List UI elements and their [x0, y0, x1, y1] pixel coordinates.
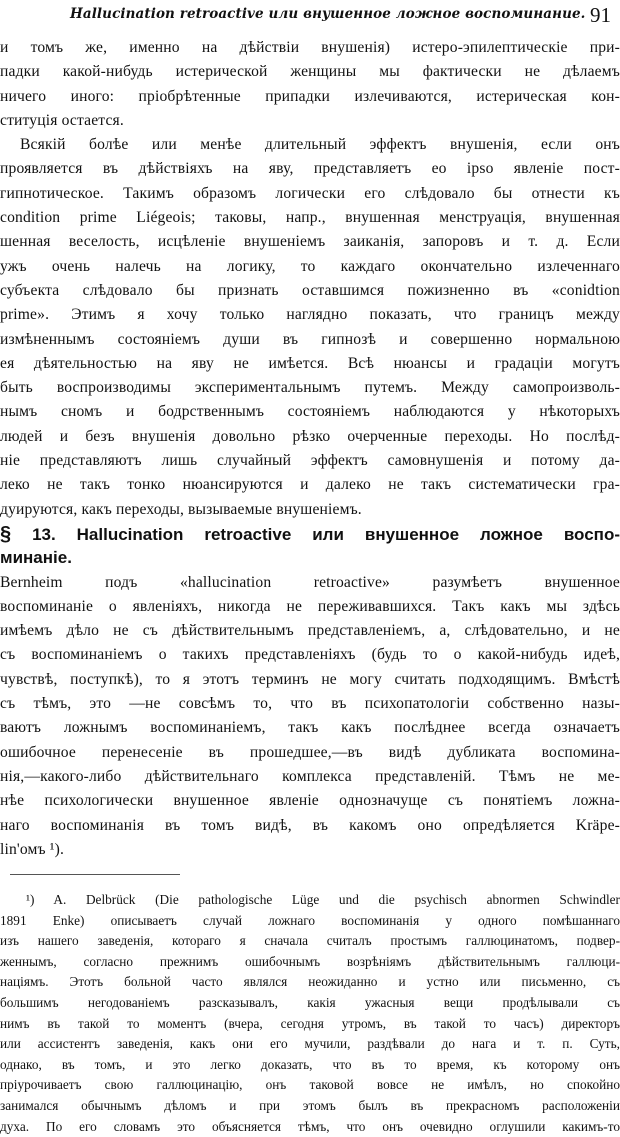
- footnote-line: однако, въ томъ, и это легко доказать, что въ то время, къ которому онъ: [0, 1056, 620, 1072]
- section-text-line: нѣе психологически внушенное явленіе однозначуще съ понятіемъ ложна-: [0, 792, 620, 810]
- section-text-line: нія,—какого-либо дѣйствительнаго комплекса представленій. Тѣмъ не ме-: [0, 767, 620, 785]
- footnote-line: 1891 Enke) описываетъ случай ложнаго воспоминанія у одного помѣшаннаго: [0, 912, 620, 928]
- section-heading-line-2: минаніе.: [0, 548, 72, 568]
- body-text-line: дуируются, какъ переходы, вызываемые внушеніемъ.: [0, 500, 362, 518]
- body-text-line: prime». Этимъ я хочу только наглядно показать, что границъ между: [0, 306, 620, 324]
- section-text-line: ошибочное перенесеніе въ прошедшее,—въ видѣ дубликата воспомина-: [0, 743, 620, 761]
- section-text-line: чувствѣ, поступкѣ), то я этотъ терминъ не могу считать подходящимъ. Вмѣстѣ: [0, 670, 620, 688]
- body-text-line: леко не такъ тонко нюансируются и далеко не такъ систематически гра-: [0, 476, 620, 494]
- footnote-line: изъ нашего заведенія, котораго я сначала считалъ простымъ галлюцинатомъ, подвер-: [0, 933, 620, 949]
- footnote-line: пріурочиваетъ свою галлюцинацію, онъ таковой вовсе не имѣлъ, но спокойно: [0, 1077, 620, 1093]
- footnote-rule: [10, 874, 180, 875]
- section-text-line: наго воспоминанія въ томъ видѣ, въ какомъ оно опредѣляется Kräpe-: [0, 816, 620, 834]
- section-text-line: lin'омъ ¹).: [0, 840, 65, 858]
- body-text-line: гипнотическое. Такимъ образомъ логически его слѣдовало бы отнести къ: [0, 184, 620, 202]
- section-heading-line-1: 13. Hallucination retroactive или внушенное ложное воспо-: [32, 524, 620, 544]
- section-heading: [0, 522, 620, 546]
- footnote-line: нимъ въ такой то моментъ (вчера, сегодня утромъ, въ такой то часъ) директоръ: [0, 1015, 620, 1031]
- footnote-line: націямъ. Этотъ больной часто являлся неожиданно и устно или письменно, съ: [0, 974, 620, 990]
- body-text: [0, 36, 620, 522]
- section-sign: §: [0, 522, 12, 545]
- body-text-line: субъекта слѣдовало бы признать оставшимся пожизненно въ «conidtion: [0, 281, 620, 299]
- body-text-line: ничего иного: пріобрѣтенные припадки излечиваются, истерическая кон-: [0, 87, 620, 105]
- body-text-line: быть воспроизводимы экспериментальнымъ путемъ. Между самопроизволь-: [0, 379, 620, 397]
- footnote-separator: [0, 862, 620, 890]
- body-text-line: ституція остается.: [0, 111, 124, 129]
- body-text-line: шенная веселость, исцѣленіе внушеніемъ заиканія, запоровъ и т. д. Если: [0, 233, 620, 251]
- body-text-line: проявляется въ дѣйствіяхъ на яву, представляетъ eo ipso явленіе пост-: [0, 160, 620, 178]
- body-text-line: condition prime Liégeois; таковы, напр., внушенная менструація, внушенная: [0, 209, 620, 227]
- running-head: [0, 4, 620, 30]
- section-text-line: воспоминаніе о явленіяхъ, никогда не переживавшихся. Такъ какъ мы здѣсь: [0, 597, 620, 615]
- section-text-line: съ тѣмъ, это —не совсѣмъ то, что въ психопатологіи собственно назы-: [0, 695, 620, 713]
- section-text-line: Bernheim подъ «hallucination retroactive» разумѣетъ внушенное: [0, 573, 620, 591]
- footnote-line: ¹) A. Delbrück (Die pathologische Lüge und die psychisch abnormen Schwindler: [26, 892, 620, 908]
- body-text-line: людей и безъ внушенія довольно рѣзко очерченные переходы. Но послѣд-: [0, 427, 620, 445]
- body-text-line: измѣненнымъ состояніемъ души въ гипнозѣ и совершенно нормальною: [0, 330, 620, 348]
- section-text-line: имѣемъ дѣло не съ дѣйствительнымъ представленіемъ, а, слѣдовательно, и не: [0, 622, 620, 640]
- footnote-line: женнымъ, согласно прежнимъ ошибочнымъ возрѣніямъ дѣйствительнымъ галлюци-: [0, 953, 620, 969]
- body-text-line: падки какой-нибудь истерической женщины мы фактически не дѣлаемъ: [0, 63, 620, 81]
- body-text-line: ея дѣятельностью на яву не имѣется. Всѣ нюансы и градаціи могутъ: [0, 354, 620, 372]
- body-text-line: Всякій болѣе или менѣе длительный эффектъ внушенія, если онъ: [20, 136, 620, 154]
- running-title: Hallucination retroactive или внушенное ложное воспоминание.: [70, 6, 586, 22]
- section-text: [0, 571, 620, 863]
- section-text-line: съ воспоминаніемъ о такихъ представленіяхъ (будь то о какой-нибудь идеѣ,: [0, 646, 620, 664]
- footnote-line: духа. По его словамъ это объясняется тѣмъ, что онъ очевидно оглушили какимъ-то: [0, 1118, 620, 1134]
- footnote-line: большимъ негодованіемъ разсказывалъ, какія ужасныя вещи продѣлывали съ: [0, 995, 620, 1011]
- body-text-line: и томъ же, именно на дѣйствіи внушенія) истеро-эпилептическіе при-: [0, 39, 620, 56]
- section-heading-cont: [0, 546, 620, 570]
- page-number: 91: [590, 3, 611, 27]
- body-text-line: нымъ сномъ и бодрственнымъ состояніемъ наблюдаются у нѣкоторыхъ: [0, 403, 620, 421]
- body-text-line: ніе представляютъ лишь случайный эффектъ самовнушенія и потому да-: [0, 452, 620, 470]
- footnote-line: занимался обычнымъ дѣломъ и при этомъ былъ въ прекрасномъ расположеніи: [0, 1098, 620, 1114]
- footnote-line: или ассистентъ заведенія, какъ они его мучили, раздѣвали до нага и т. п. Суть,: [0, 1036, 620, 1052]
- section-text-line: ваютъ ложнымъ воспоминаніемъ, такъ какъ послѣднее всегда означаетъ: [0, 719, 620, 737]
- body-text-line: ужъ очень налечь на логику, то каждаго окончательно излеченнаго: [0, 257, 620, 275]
- footnote: [0, 890, 620, 1137]
